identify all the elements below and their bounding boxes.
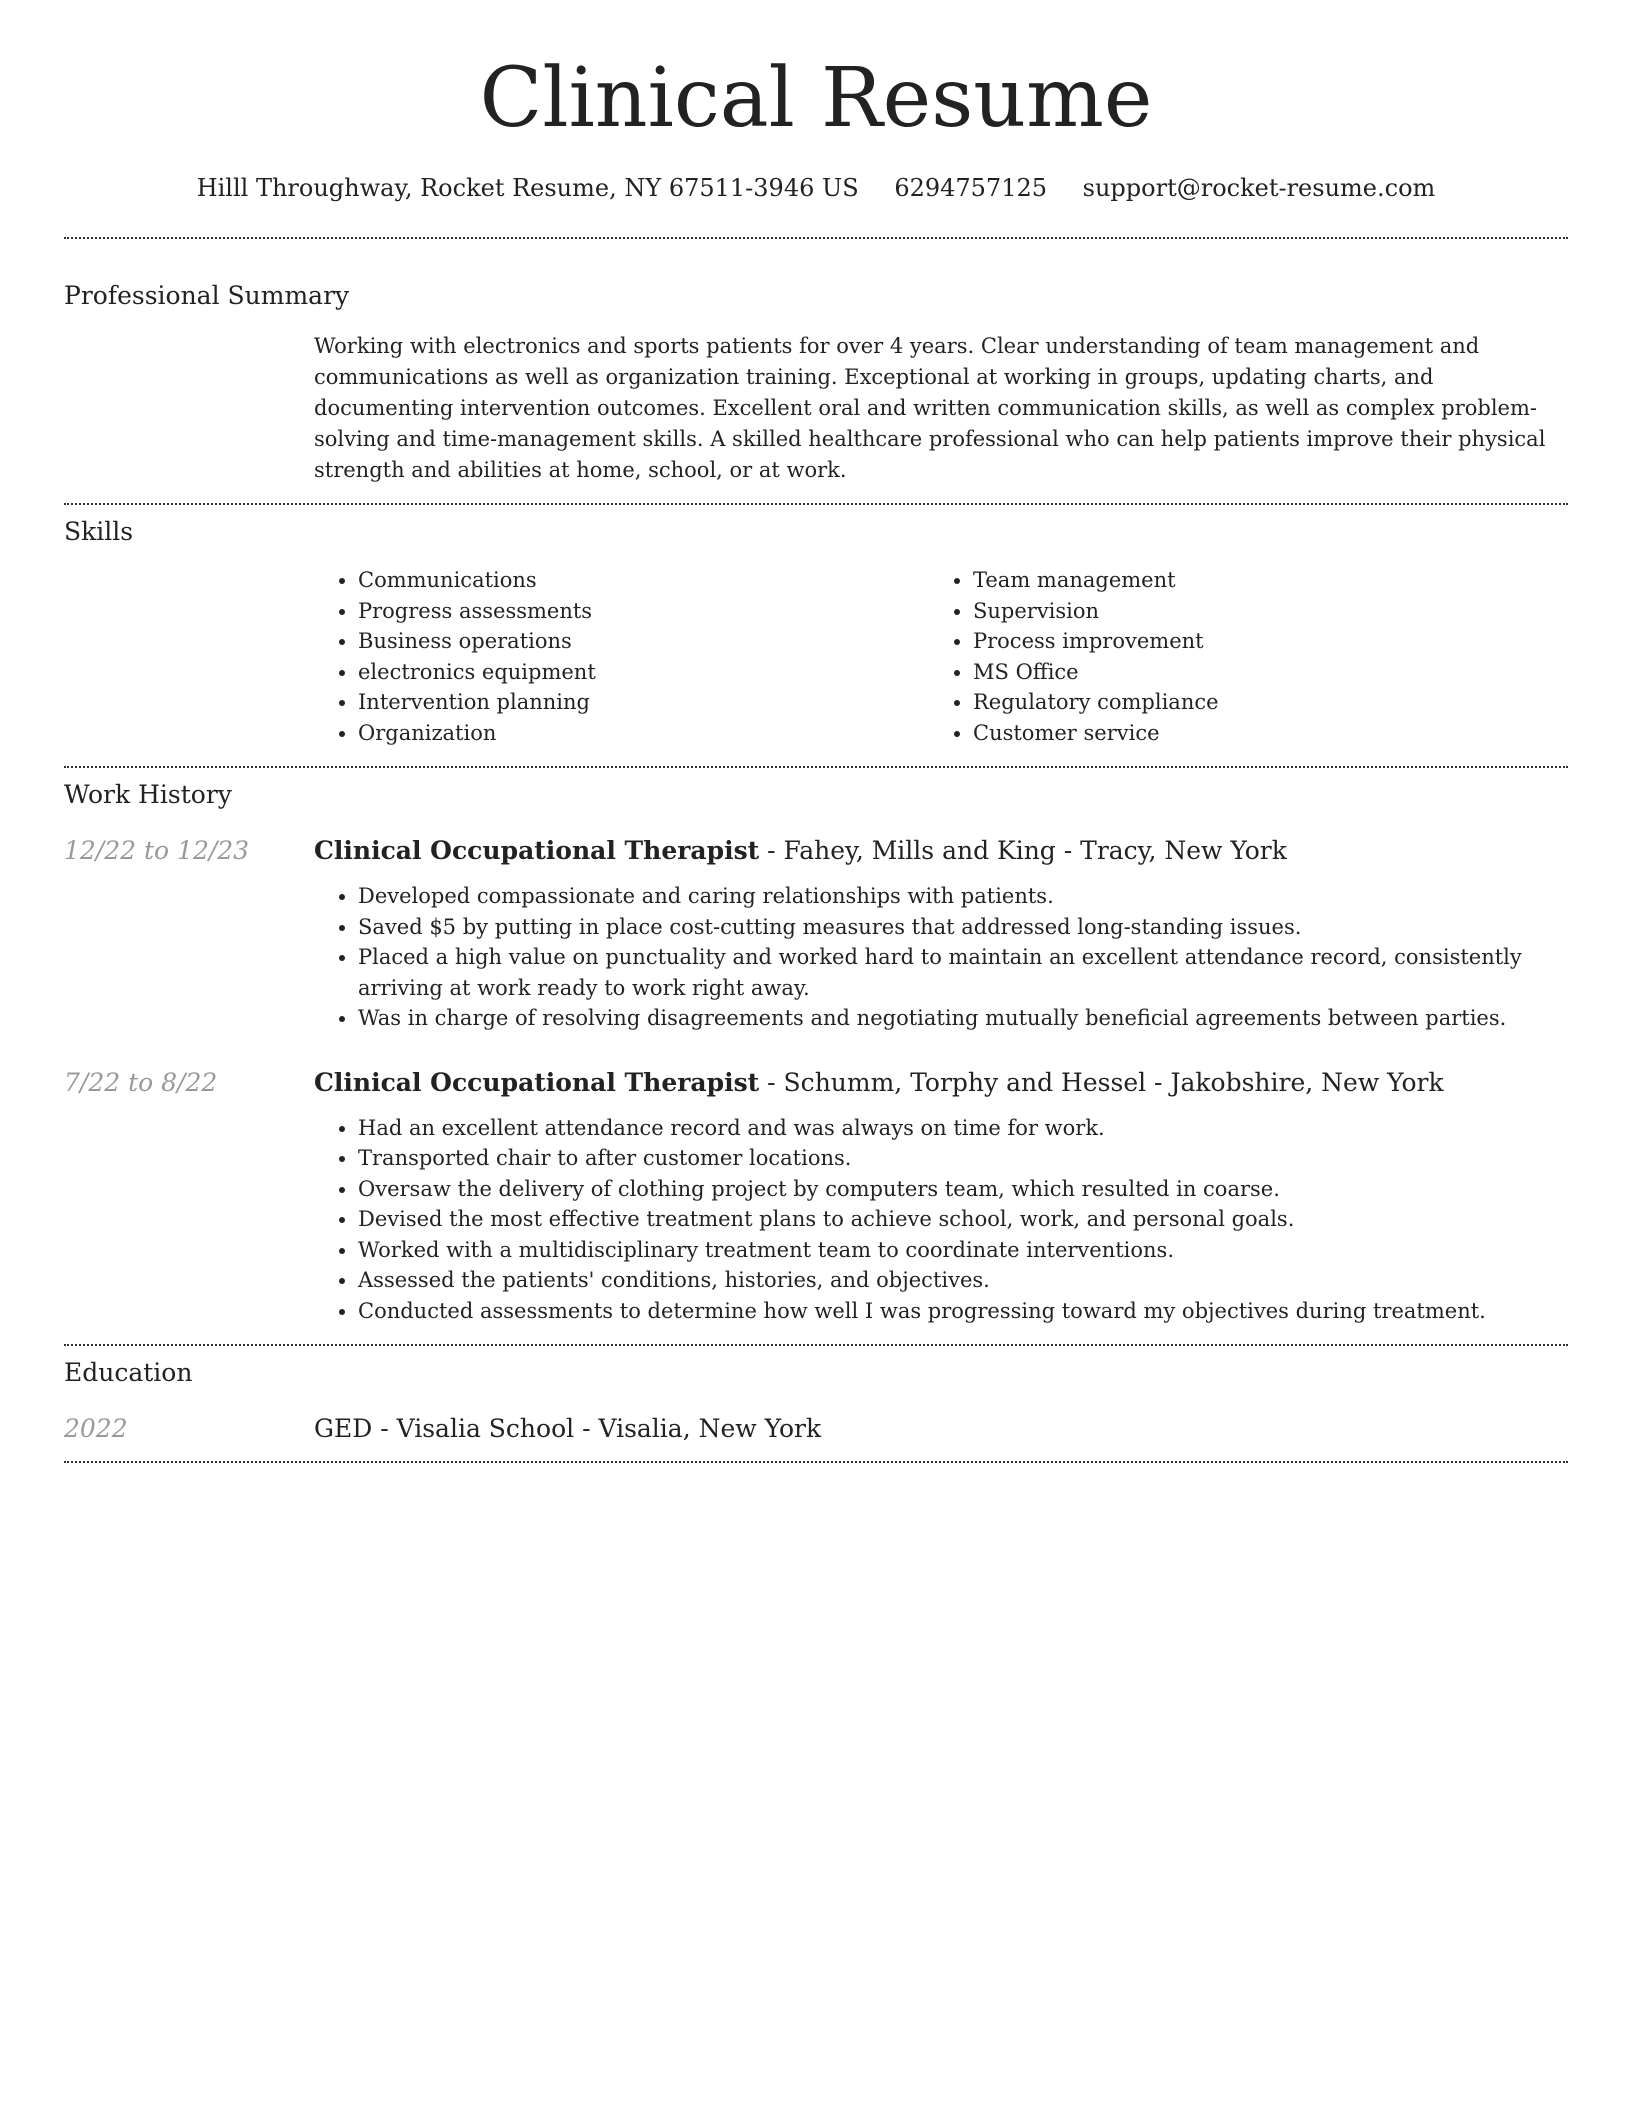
job-entry <box>64 1068 1568 1327</box>
skill-item: • Process improvement <box>973 626 1544 657</box>
job-bullet: • Developed compassionate and caring relationships with patients. <box>358 881 1568 912</box>
skill-item: • Intervention planning <box>358 687 929 718</box>
contact-email: support@rocket-resume.com <box>1082 174 1436 202</box>
skill-item: • Progress assessments <box>358 596 929 627</box>
job-bullets <box>314 1113 1568 1327</box>
education-year: 2022 <box>64 1414 128 1443</box>
job-bullet: • Transported chair to after customer locations. <box>358 1143 1568 1174</box>
job-bullet: • Assessed the patients' conditions, histories, and objectives. <box>358 1265 1568 1296</box>
skills-column-right <box>929 565 1544 748</box>
skill-item: • Business operations <box>358 626 929 657</box>
skills-columns <box>314 565 1568 748</box>
job-bullet: • Worked with a multidisciplinary treatment team to coordinate interventions. <box>358 1235 1568 1266</box>
skills-section <box>64 505 1568 748</box>
skills-column-left <box>314 565 929 748</box>
work-heading: Work History <box>64 780 232 809</box>
job-dates: 12/22 to 12/23 <box>64 836 250 865</box>
job-bullet: • Devised the most effective treatment plans to achieve school, work, and personal goals. <box>358 1204 1568 1235</box>
job-header <box>64 836 1568 865</box>
divider <box>64 1461 1568 1463</box>
education-heading: Education <box>64 1358 193 1387</box>
education-details: GED - Visalia School - Visalia, New York <box>314 1414 822 1443</box>
skill-item: • electronics equipment <box>358 657 929 688</box>
contact-phone: 6294757125 <box>894 174 1048 202</box>
skill-item: • MS Office <box>973 657 1544 688</box>
education-section <box>64 1346 1568 1443</box>
contact-address: Hilll Throughway, Rocket Resume, NY 67511-3946 US <box>196 174 859 202</box>
job-entry <box>64 836 1568 1034</box>
summary-section <box>64 239 1568 486</box>
skill-item: • Regulatory compliance <box>973 687 1544 718</box>
skill-item: • Communications <box>358 565 929 596</box>
job-title <box>314 836 1287 865</box>
contact-line <box>64 174 1568 202</box>
job-role: Clinical Occupational Therapist <box>314 836 760 865</box>
work-section <box>64 768 1568 1326</box>
summary-text: Working with electronics and sports patients for over 4 years. Clear understanding of team management and communications as well as organization training. Exceptional at working in groups, updating charts, and documenting intervention outcomes. Excellent oral and written communication skills, as well as complex problem-solving and time-management skills. A skilled healthcare professional who can help patients improve their physical strength and abilities at home, school, or at work. <box>314 334 1546 482</box>
job-role: Clinical Occupational Therapist <box>314 1067 760 1097</box>
job-bullet: • Placed a high value on punctuality and worked hard to maintain an excellent attendance record, consistently arriving at work ready to work right away. <box>358 942 1568 1003</box>
resume-page <box>64 0 1568 1463</box>
skills-heading: Skills <box>64 517 134 546</box>
job-bullet: • Saved $5 by putting in place cost-cutting measures that addressed long-standing issues. <box>358 912 1568 943</box>
skill-item: • Organization <box>358 718 929 749</box>
education-entry <box>64 1414 1568 1443</box>
job-bullet: • Oversaw the delivery of clothing project by computers team, which resulted in coarse. <box>358 1174 1568 1205</box>
job-details: - Schumm, Torphy and Hessel - Jakobshire, New York <box>759 1067 1444 1097</box>
job-dates: 7/22 to 8/22 <box>64 1067 218 1097</box>
job-title <box>314 1068 1444 1097</box>
resume-title: Clinical Resume <box>479 51 1153 146</box>
job-bullet: • Had an excellent attendance record and was always on time for work. <box>358 1113 1568 1144</box>
job-details: - Fahey, Mills and King - Tracy, New York <box>759 836 1287 865</box>
job-bullet: • Was in charge of resolving disagreements and negotiating mutually beneficial agreements between parties. <box>358 1003 1568 1034</box>
summary-heading: Professional Summary <box>64 281 350 310</box>
skill-item: • Supervision <box>973 596 1544 627</box>
job-header <box>64 1068 1568 1097</box>
job-bullets <box>314 881 1568 1034</box>
skill-item: • Team management <box>973 565 1544 596</box>
skill-item: • Customer service <box>973 718 1544 749</box>
job-bullet: • Conducted assessments to determine how well I was progressing toward my objectives during treatment. <box>358 1296 1568 1327</box>
